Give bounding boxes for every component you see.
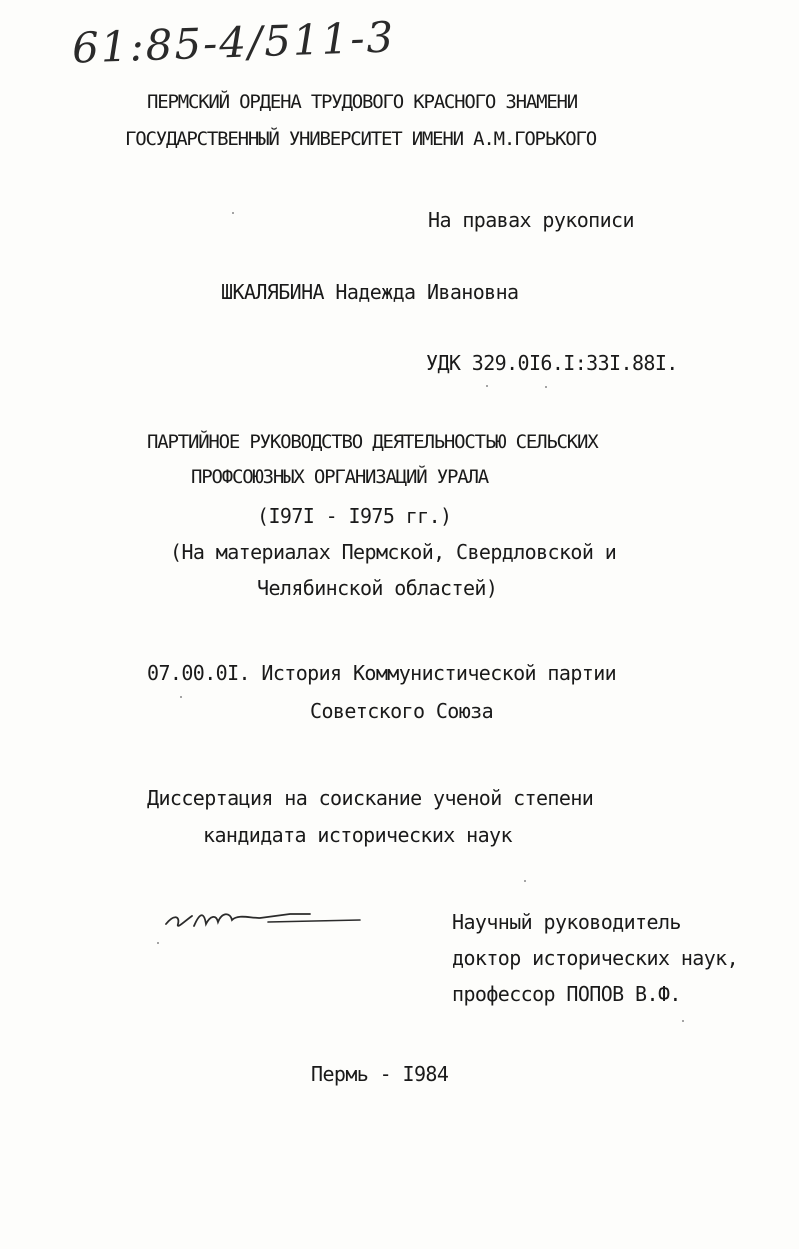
place-and-year: Пермь - I984 — [311, 1062, 449, 1086]
title-subtitle-line-1: (На материалах Пермской, Свердловской и — [170, 540, 617, 564]
institution-line-1: ПЕРМСКИЙ ОРДЕНА ТРУДОВОГО КРАСНОГО ЗНАМЕНИ — [147, 91, 578, 113]
udc-code: УДК 329.0I6.I:33I.88I. — [426, 351, 678, 375]
manuscript-note: На правах рукописи — [428, 208, 634, 232]
paper-speck — [157, 942, 159, 944]
supervisor-line-1: Научный руководитель — [452, 910, 681, 934]
title-subtitle-line-2: Челябинской областей) — [257, 576, 498, 600]
dissertation-line-2: кандидата исторических наук — [203, 823, 512, 847]
author-name: ШКАЛЯБИНА Надежда Ивановна — [221, 280, 519, 304]
supervisor-signature — [160, 898, 370, 938]
supervisor-line-3: профессор ПОПОВ В.Ф. — [452, 982, 681, 1006]
institution-line-2: ГОСУДАРСТВЕННЫЙ УНИВЕРСИТЕТ ИМЕНИ А.М.ГОРЬКОГО — [125, 128, 596, 150]
paper-speck — [180, 696, 182, 698]
title-years: (I97I - I975 гг.) — [257, 504, 452, 528]
paper-speck — [524, 880, 526, 882]
title-line-1: ПАРТИЙНОЕ РУКОВОДСТВО ДЕЯТЕЛЬНОСТЬЮ СЕЛЬСКИХ — [147, 431, 598, 453]
specialty-line-2: Советского Союза — [310, 699, 494, 723]
title-line-2: ПРОФСОЮЗНЫХ ОРГАНИЗАЦИЙ УРАЛА — [191, 466, 488, 488]
specialty-line-1: 07.00.0I. История Коммунистической партии — [147, 661, 617, 685]
paper-speck — [545, 386, 547, 388]
archive-number-handwritten: 61:85-4/511-3 — [71, 12, 396, 73]
paper-speck — [486, 385, 488, 387]
paper-speck — [232, 212, 234, 214]
supervisor-line-2: доктор исторических наук, — [452, 946, 739, 970]
paper-speck — [682, 1020, 684, 1022]
dissertation-line-1: Диссертация на соискание ученой степени — [147, 786, 594, 810]
